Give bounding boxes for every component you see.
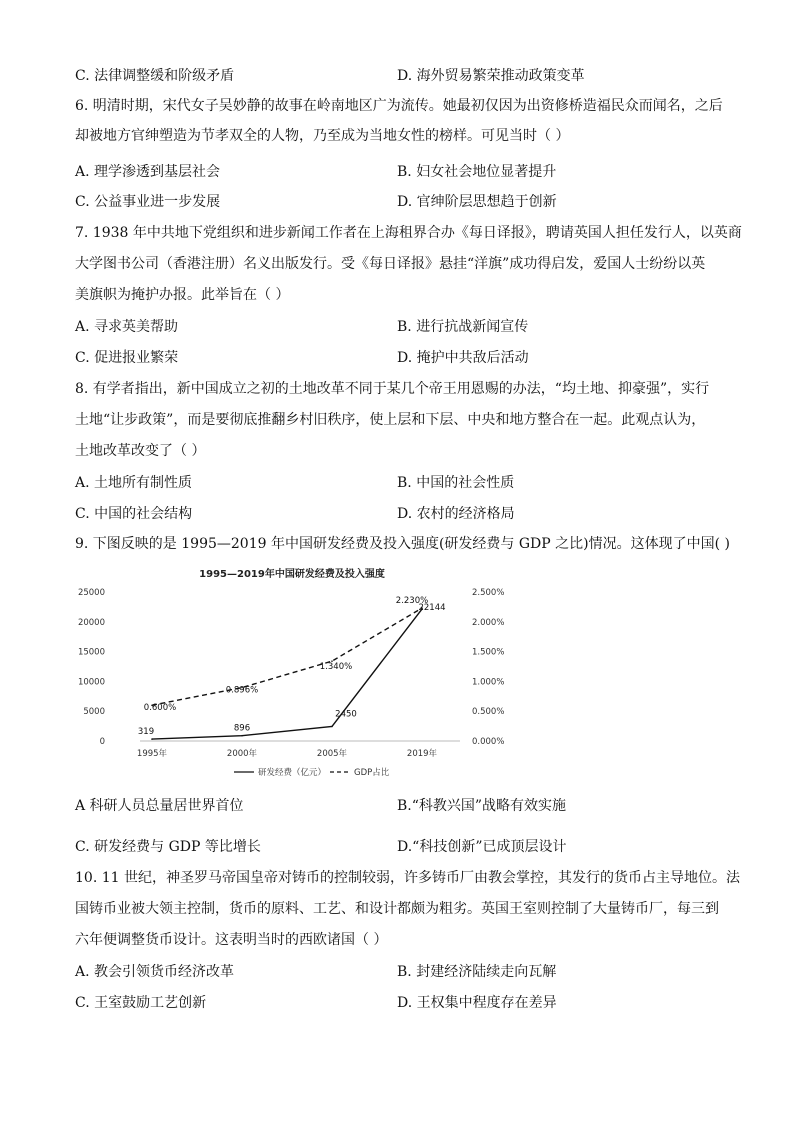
- q8-stem-line3: 土地改革改变了（ ）: [75, 443, 206, 459]
- q8-stem-line2: 土地“让步政策”，而是要彻底推翻乡村旧秩序，使上层和下层、中央和地方整合在一起。此观点认为，: [75, 412, 706, 428]
- right-tick-label: 0.000%: [472, 737, 505, 747]
- rd-chart: [72, 560, 532, 785]
- right-tick-label: 2.500%: [472, 588, 505, 598]
- q10-stem-line1: 10. 11 世纪，神圣罗马帝国皇帝对铸币的控制较弱，许多铸币厂由教会掌控，其发行的货币占主导地位。法: [75, 870, 740, 886]
- q6-option-a: A. 理学渗透到基层社会: [75, 164, 221, 180]
- q10-option-d: D. 王权集中程度存在差异: [397, 995, 557, 1011]
- gdp-ratio-label: 2.230%: [395, 596, 429, 607]
- q8-option-b: B. 中国的社会性质: [397, 475, 515, 491]
- q9-option-b: B.“科教兴国”战略有效实施: [397, 798, 567, 814]
- x-axis-ticks: [137, 748, 438, 759]
- left-axis-ticks: [78, 588, 105, 747]
- right-tick-label: 0.500%: [472, 707, 505, 718]
- right-tick-label: 2.000%: [472, 617, 505, 628]
- gdp-ratio-label: 0.600%: [143, 703, 177, 714]
- q6-option-d: D. 官绅阶层思想趋于创新: [397, 194, 557, 210]
- left-tick-label: 15000: [77, 647, 105, 658]
- q9-options-ab: [0, 795, 793, 815]
- left-tick-label: 5000: [83, 707, 105, 718]
- rd-expenditure-label: 2450: [335, 709, 357, 720]
- q9-stem-line1: 9. 下图反映的是 1995—2019 年中国研发经费及投入强度(研发经费与 GDP 之比)情况。这体现了中国( ): [75, 536, 730, 552]
- q7-option-c: C. 促进报业繁荣: [75, 350, 179, 366]
- q6-options-cd: [0, 191, 793, 211]
- q9-options-cd: [0, 836, 793, 856]
- rd-expenditure-label: 22144: [418, 603, 446, 614]
- q7-option-a: A. 寻求英美帮助: [75, 319, 179, 335]
- q7-option-d: D. 掩护中共敌后活动: [397, 350, 529, 366]
- q6-stem-line2: 却被地方官绅塑造为节孝双全的人物，乃至成为当地女性的榜样。可见当时（ ）: [75, 128, 570, 144]
- q7-stem-line1: 7. 1938 年中共地下党组织和进步新闻工作者在上海租界合办《每日译报》，聘请英国人担任发行人，以英商: [75, 225, 742, 241]
- q9-option-a: A 科研人员总量居世界首位: [75, 798, 244, 814]
- q6-options-ab: [0, 161, 793, 181]
- x-tick-label: 1995年: [136, 749, 168, 759]
- q10-stem-line3: 六年便调整货币设计。这表明当时的西欧诸国（ ）: [75, 932, 388, 948]
- gdp-ratio-label: 0.896%: [225, 685, 259, 696]
- gdp-ratio-line: [152, 608, 422, 705]
- left-tick-label: 10000: [77, 677, 105, 688]
- gdp-ratio-label: 1.340%: [319, 662, 353, 673]
- left-tick-label: 20000: [77, 617, 105, 628]
- rd-chart-svg: [72, 560, 532, 785]
- series-layer: [151, 607, 423, 740]
- q7-options-ab: [0, 316, 793, 336]
- rd-expenditure-point: [151, 738, 153, 740]
- q8-options-cd: [0, 503, 793, 523]
- q9-option-d: D.“科技创新”已成顶层设计: [397, 839, 567, 855]
- legend-solid-label: 研发经费（亿元）: [258, 768, 327, 778]
- q6-stem-line1: 6. 明清时期，宋代女子吴妙静的故事在岭南地区广为流传。她最初仅因为出资修桥造福民众而闻名，之后: [75, 98, 723, 114]
- q8-stem-line1: 8. 有学者指出，新中国成立之初的土地改革不同于某几个帝王用恩赐的办法，“均土地、抑豪强”，实行: [75, 381, 710, 397]
- x-tick-label: 2000年: [226, 749, 258, 759]
- rd-expenditure-point: [331, 726, 333, 728]
- q8-option-d: D. 农村的经济格局: [397, 506, 515, 522]
- q7-option-b: B. 进行抗战新闻宣传: [397, 319, 529, 335]
- legend-dashed-label: GDP占比: [354, 768, 390, 778]
- q10-options-ab: [0, 961, 793, 981]
- chart-legend: [234, 767, 390, 778]
- rd-expenditure-label: 896: [233, 723, 251, 734]
- q10-option-c: C. 王室鼓励工艺创新: [75, 995, 207, 1011]
- q8-option-a: A. 土地所有制性质: [75, 475, 193, 491]
- x-tick-label: 2019年: [406, 749, 438, 759]
- right-axis-ticks: [472, 588, 504, 747]
- q6-option-b: B. 妇女社会地位显著提升: [397, 164, 557, 180]
- q10-options-cd: [0, 992, 793, 1012]
- rd-expenditure-point: [241, 735, 243, 737]
- left-tick-label: 0: [99, 737, 105, 747]
- x-tick-label: 2005年: [316, 749, 348, 759]
- q8-options-ab: [0, 472, 793, 492]
- q7-stem-line3: 美旗帜为掩护办报。此举旨在（ ）: [75, 287, 290, 303]
- q9-option-c: C. 研发经费与 GDP 等比增长: [75, 839, 261, 855]
- q10-option-b: B. 封建经济陆续走向瓦解: [397, 964, 557, 980]
- right-tick-label: 1.500%: [472, 647, 505, 658]
- right-tick-label: 1.000%: [472, 677, 505, 688]
- chart-title: 1995—2019年中国研发经费及投入强度: [199, 569, 385, 580]
- q5-options-cd: [0, 65, 793, 85]
- q7-stem-line2: 大学图书公司（香港注册）名义出版发行。受《每日译报》悬挂“洋旗”成功得启发，爱国人士纷纷以英: [75, 256, 706, 272]
- q6-option-c: C. 公益事业进一步发展: [75, 194, 221, 210]
- q5-option-c: C. 法律调整缓和阶级矛盾: [75, 68, 235, 84]
- q10-stem-line2: 国铸币业被大领主控制，货币的原料、工艺、和设计都颇为粗劣。英国王室则控制了大量铸币厂，每三到: [75, 901, 719, 917]
- q8-option-c: C. 中国的社会结构: [75, 506, 193, 522]
- left-tick-label: 25000: [77, 588, 105, 598]
- q5-option-d: D. 海外贸易繁荣推动政策变革: [397, 68, 585, 84]
- q7-options-cd: [0, 347, 793, 367]
- q10-option-a: A. 教会引领货币经济改革: [75, 964, 235, 980]
- data-labels: [138, 596, 446, 737]
- rd-expenditure-label: 319: [137, 727, 155, 738]
